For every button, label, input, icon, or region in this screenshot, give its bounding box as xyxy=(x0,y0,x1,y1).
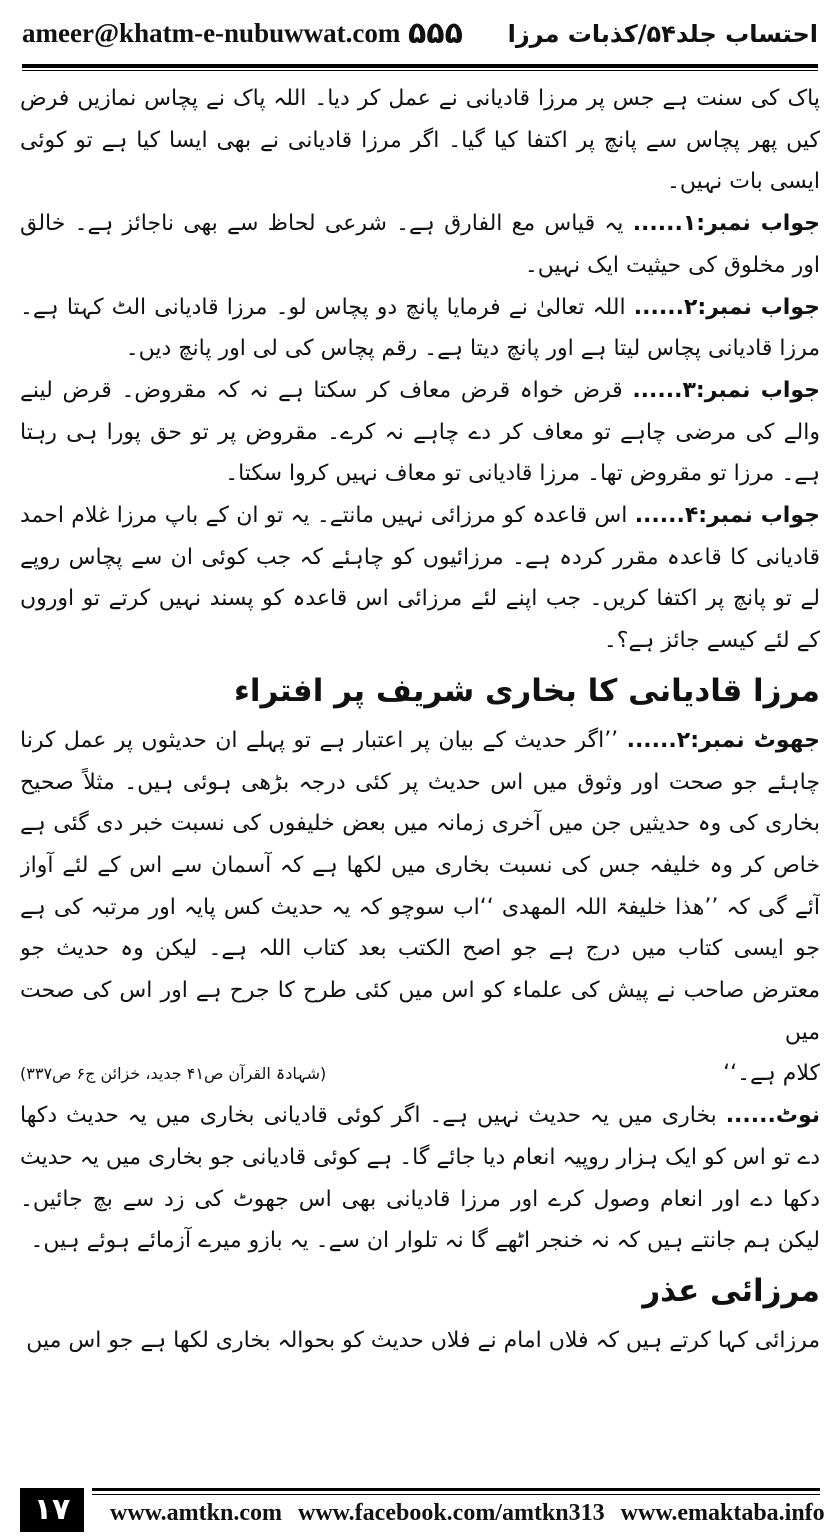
citation: (شہادۃ القرآن ص۴۱ جدید، خزائن ج۶ ص۳۳۷) xyxy=(20,1064,327,1084)
citation-line xyxy=(20,1053,820,1095)
page-body xyxy=(20,78,820,1463)
quote-closing: کلام ہے۔‘‘ xyxy=(723,1061,820,1087)
section-heading-excuse: مرزائی عذر xyxy=(642,1272,820,1309)
footer-link-amtkn[interactable]: www.amtkn.com xyxy=(110,1500,282,1526)
answer-1: جواب نمبر:۱...... یہ قیاس مع الفارق ہے۔ شرعی لحاظ سے بھی ناجائز ہے۔ خالق اور مخلوق کی حیثیت ایک نہیں۔ xyxy=(20,211,820,278)
page-footer xyxy=(20,1488,825,1536)
footer-rule-thin xyxy=(92,1494,820,1495)
paragraph-last: مرزائی کہا کرتے ہیں کہ فلاں امام نے فلاں حدیث کو بحوالہ بخاری لکھا ہے جو اس میں xyxy=(26,1327,820,1353)
answer-label: جواب نمبر:۱...... xyxy=(632,211,820,237)
page-number: ۱۷ xyxy=(20,1488,84,1532)
header-email[interactable]: ameer@khatm-e-nubuwwat.com xyxy=(22,18,401,48)
header-rule xyxy=(22,64,818,68)
lie-label: جھوٹ نمبر:۲...... xyxy=(626,727,820,753)
section-heading-bukhari: مرزا قادیانی کا بخاری شریف پر افتراء xyxy=(234,672,820,709)
note-paragraph: نوٹ...... بخاری میں یہ حدیث نہیں ہے۔ اگر کوئی قادیانی بخاری میں یہ حدیث دکھا دے تو اس کو ایک ہزار روپیہ انعام دیا جائے گا۔ ہے کوئی قادیانی جو بخاری میں یہ حدیث دکھا دے اور انعام وصول کرے اور مرزا قادیانی بھی اس جھوٹ کی زد سے بچ جائیں۔ لیکن ہم جانتے ہیں کہ نہ خنجر اٹھے گا نہ تلوار ان سے۔ یہ بازو میرے آزمائے ہوئے ہیں۔ xyxy=(20,1103,820,1254)
answer-2: جواب نمبر:۲...... اللہ تعالیٰ نے فرمایا پانچ دو پچاس لو۔ مرزا قادیانی الٹ کہتا ہے۔ مرزا قادیانی پچاس لیتا ہے اور پانچ دیتا ہے۔ رقم پچاس کی لی اور پانچ دیں۔ xyxy=(20,294,820,362)
answer-3: جواب نمبر:۳...... قرض خواہ قرض معاف کر سکتا ہے نہ کہ مقروض۔ قرض لینے والے کی مرضی چاہے تو معاف کر دے چاہے نہ کرے۔ مقروض پر تو حق پورا ہی رہتا ہے۔ مرزا تو مقروض تھا۔ مرزا قادیانی تو معاف نہیں کروا سکتا۔ xyxy=(20,377,820,487)
header-title: احتساب جلد۵۴/کذبات مرزا xyxy=(507,20,818,48)
note-label: نوٹ...... xyxy=(725,1103,820,1129)
paragraph-intro: پاک کی سنت ہے جس پر مرزا قادیانی نے عمل کر دیا۔ اللہ پاک نے پچاس نمازیں فرض کیں پھر پچاس سے پانچ پر اکتفا کیا گیا۔ اگر مرزا قادیانی نے بھی ایسا کیا ہے تو کوئی ایسی بات نہیں۔ xyxy=(20,86,820,195)
answer-label: جواب نمبر:۳...... xyxy=(632,377,820,403)
footer-links xyxy=(100,1500,825,1527)
footer-rule xyxy=(92,1488,820,1491)
answer-label: جواب نمبر:۲...... xyxy=(633,294,820,320)
answer-label: جواب نمبر:۴...... xyxy=(634,503,820,529)
footer-link-emaktaba[interactable]: www.emaktaba.info xyxy=(620,1500,825,1526)
lie-quote: جھوٹ نمبر:۲...... ’’اگر حدیث کے بیان پر اعتبار ہے تو پہلے ان حدیثوں پر عمل کرنا چاہئے جو صحت اور وثوق میں اس حدیث پر کئی درجہ بڑھی ہوئی ہیں۔ مثلاً صحیح بخاری کی وہ حدیثیں جن میں آخری زمانہ میں بعض خلیفوں کی نسبت خبر دی گئی ہے خاص کر وہ خلیفہ جس کی نسبت بخاری میں لکھا ہے کہ آسمان سے اس کے لئے آواز آئے گی کہ ’’ھذا خلیفۃ اللہ المھدی ‘‘اب سوچو کہ یہ حدیث کس پایہ اور مرتبہ کی ہے جو ایسی کتاب میں درج ہے جو اصح الکتب بعد کتاب اللہ ہے۔ لیکن وہ حدیث جو معترض صاحب نے پیش کی علماء کو اس میں کئی طرح کا جرح ہے اور اس کی صحت میں xyxy=(20,727,820,1045)
page-header xyxy=(22,10,818,66)
answer-4: جواب نمبر:۴...... اس قاعدہ کو مرزائی نہیں مانتے۔ یہ تو ان کے باپ مرزا غلام احمد قادیانی کا قاعدہ مقرر کردہ ہے۔ مرزائیوں کو چاہئے کہ جب کوئی ان سے پچاس روپے لے تو پانچ پر اکتفا کریں۔ جب اپنے لئے مرزائی اس قاعدہ کو پسند نہیں کرتے تو اوروں کے لئے کیسے جائز ہے؟۔ xyxy=(20,503,820,654)
header-rule-thin xyxy=(22,70,818,71)
footer-link-facebook[interactable]: www.facebook.com/amtkn313 xyxy=(298,1500,605,1526)
header-page-code: ۵۵۵ xyxy=(408,16,463,51)
